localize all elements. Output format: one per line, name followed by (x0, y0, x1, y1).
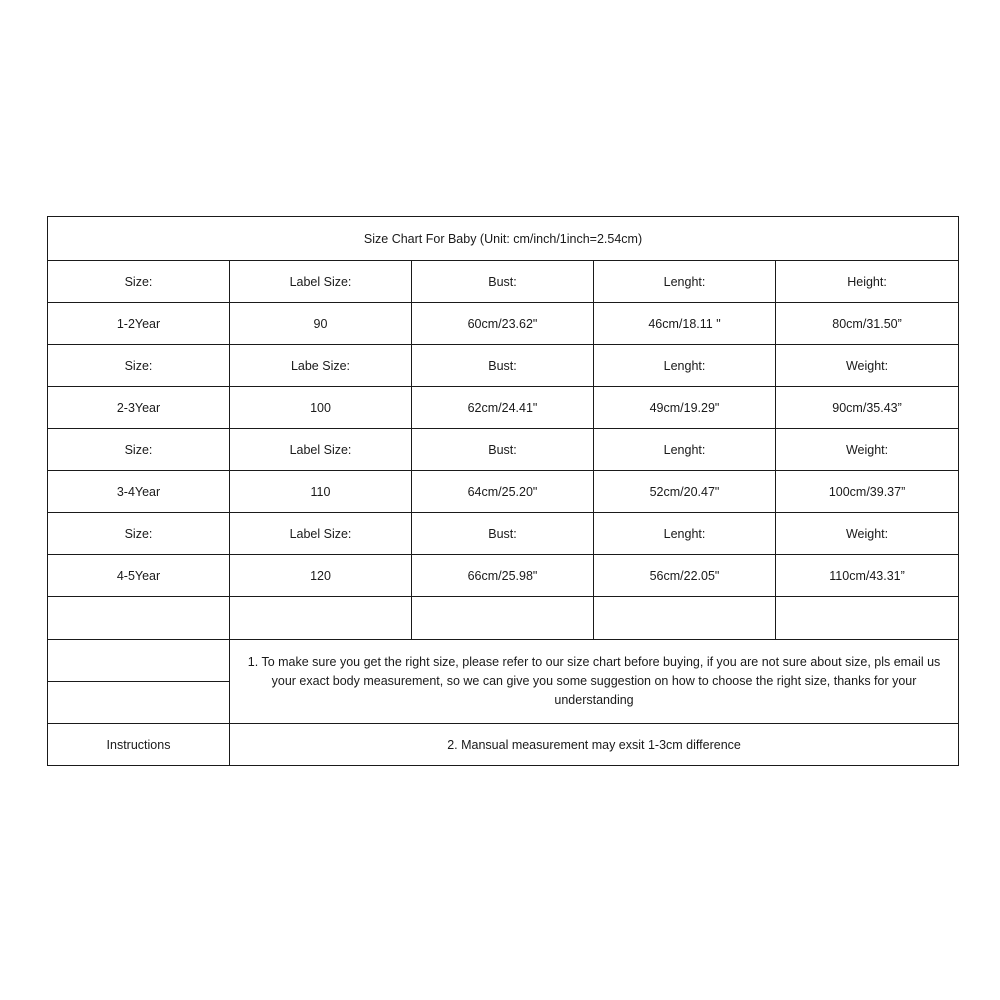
cell-bust: 62cm/24.41" (412, 387, 594, 429)
header-bust: Bust: (412, 345, 594, 387)
header-label-size: Labe Size: (230, 345, 412, 387)
header-bust: Bust: (412, 429, 594, 471)
size-chart-table (47, 216, 959, 766)
header-weight: Weight: (776, 513, 959, 555)
cell-length: 56cm/22.05" (594, 555, 776, 597)
data-row (48, 303, 959, 345)
header-row (48, 513, 959, 555)
empty-cell (230, 597, 412, 640)
chart-title: Size Chart For Baby (Unit: cm/inch/1inch=2.54cm) (48, 217, 959, 261)
instruction-note-1: 1. To make sure you get the right size, please refer to our size chart before buying, if you are not sure about size, pls email us your exact body measurement, so we can give you some suggestion on how to choose the right size, thanks for your understanding (230, 640, 959, 724)
empty-cell (594, 597, 776, 640)
header-bust: Bust: (412, 513, 594, 555)
header-bust: Bust: (412, 261, 594, 303)
cell-size: 1-2Year (48, 303, 230, 345)
empty-cell (48, 640, 230, 682)
header-row (48, 429, 959, 471)
cell-size: 3-4Year (48, 471, 230, 513)
cell-bust: 64cm/25.20" (412, 471, 594, 513)
empty-cell (776, 597, 959, 640)
title-row (48, 217, 959, 261)
header-row (48, 345, 959, 387)
cell-length: 52cm/20.47" (594, 471, 776, 513)
header-size: Size: (48, 513, 230, 555)
empty-cell (48, 682, 230, 724)
instruction-note-2: 2. Mansual measurement may exsit 1-3cm difference (230, 724, 959, 766)
cell-size: 4-5Year (48, 555, 230, 597)
data-row (48, 387, 959, 429)
note-row-top (48, 640, 959, 682)
header-label-size: Label Size: (230, 429, 412, 471)
cell-size: 2-3Year (48, 387, 230, 429)
cell-bust: 66cm/25.98" (412, 555, 594, 597)
cell-height: 80cm/31.50” (776, 303, 959, 345)
cell-weight: 90cm/35.43” (776, 387, 959, 429)
cell-weight: 110cm/43.31” (776, 555, 959, 597)
empty-row (48, 597, 959, 640)
header-label-size: Label Size: (230, 513, 412, 555)
cell-length: 46cm/18.11 " (594, 303, 776, 345)
header-length: Lenght: (594, 261, 776, 303)
header-size: Size: (48, 429, 230, 471)
cell-length: 49cm/19.29" (594, 387, 776, 429)
cell-label-size: 120 (230, 555, 412, 597)
data-row (48, 471, 959, 513)
empty-cell (48, 597, 230, 640)
cell-weight: 100cm/39.37” (776, 471, 959, 513)
header-size: Size: (48, 345, 230, 387)
header-size: Size: (48, 261, 230, 303)
header-weight: Weight: (776, 429, 959, 471)
instructions-row (48, 724, 959, 766)
header-length: Lenght: (594, 345, 776, 387)
header-length: Lenght: (594, 429, 776, 471)
data-row (48, 555, 959, 597)
header-height: Height: (776, 261, 959, 303)
cell-bust: 60cm/23.62" (412, 303, 594, 345)
header-label-size: Label Size: (230, 261, 412, 303)
cell-label-size: 110 (230, 471, 412, 513)
header-row (48, 261, 959, 303)
cell-label-size: 100 (230, 387, 412, 429)
instructions-label: Instructions (48, 724, 230, 766)
header-weight: Weight: (776, 345, 959, 387)
cell-label-size: 90 (230, 303, 412, 345)
empty-cell (412, 597, 594, 640)
header-length: Lenght: (594, 513, 776, 555)
